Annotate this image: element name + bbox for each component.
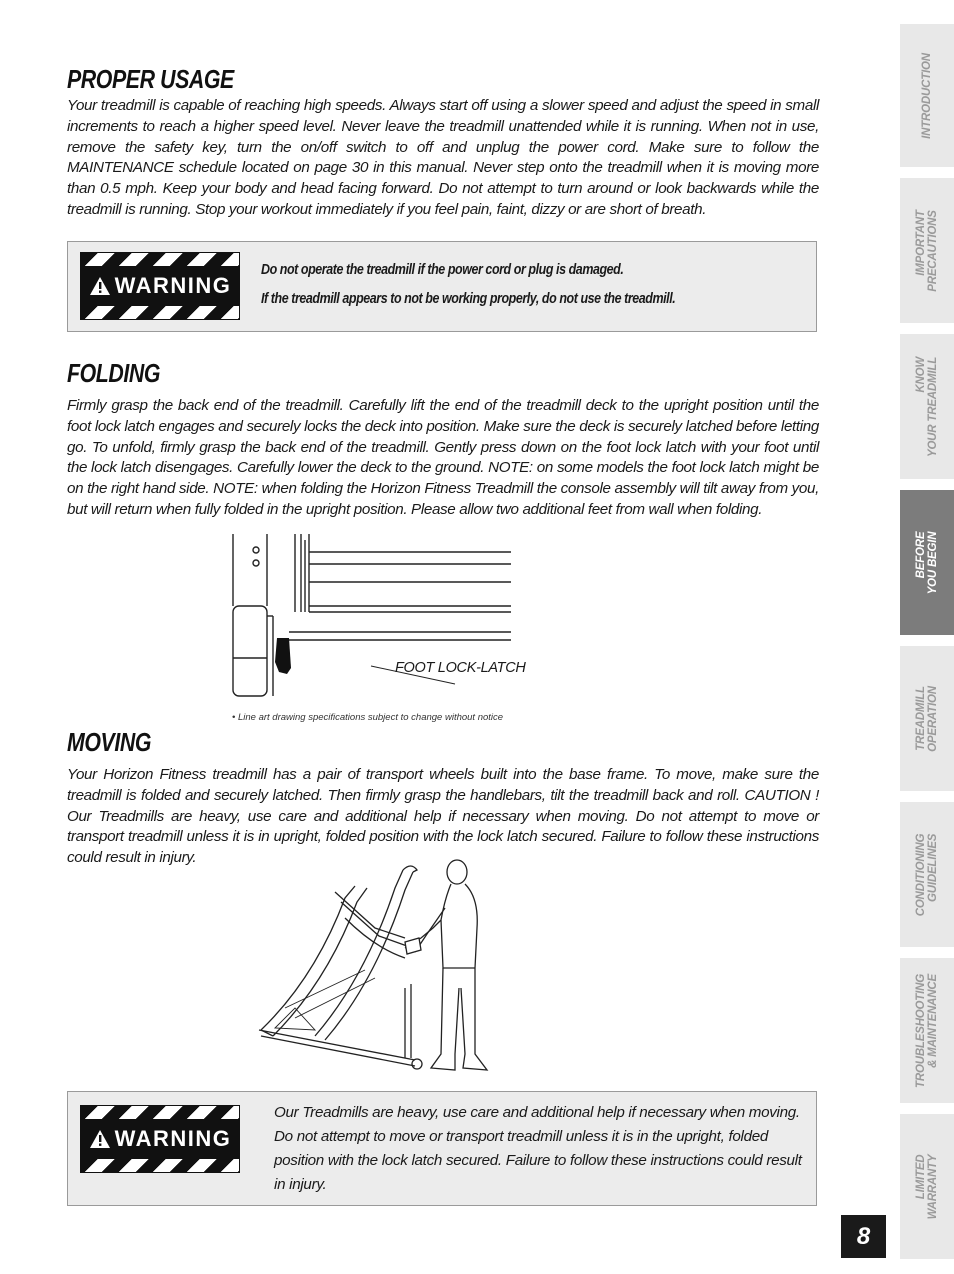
section-title-moving: MOVING	[67, 727, 152, 757]
warning-line-2: If the treadmill appears to not be working properly, do not use the treadmill.	[261, 291, 676, 307]
warning-sign	[80, 1105, 240, 1173]
warning-label: WARNING	[114, 1126, 232, 1151]
tab-label: CONDITIONING GUIDELINES	[915, 833, 939, 916]
warning-sign	[80, 252, 240, 320]
warning-line-1: Do not operate the treadmill if the power cord or plug is damaged.	[261, 262, 624, 278]
tab-troubleshooting-maintenance[interactable]	[900, 958, 954, 1103]
tab-label: TROUBLESHOOTING & MAINTENANCE	[915, 973, 939, 1088]
tab-label: KNOW YOUR TREADMILL	[915, 356, 939, 457]
tab-treadmill-operation[interactable]	[900, 646, 954, 791]
warning-triangle-icon	[89, 1129, 111, 1149]
tab-label: INTRODUCTION	[921, 52, 933, 139]
figure-caption: • Line art drawing specifications subject to change without notice	[232, 712, 504, 723]
tab-limited-warranty[interactable]	[900, 1114, 954, 1259]
tab-label: BEFORE YOU BEGIN	[915, 531, 939, 594]
section-title-folding: FOLDING	[67, 358, 161, 388]
page-number: 8	[841, 1215, 886, 1258]
foot-lock-latch-label: FOOT LOCK-LATCH	[395, 660, 526, 676]
section-title-proper-usage: PROPER USAGE	[67, 64, 234, 94]
tab-know-your-treadmill[interactable]	[900, 334, 954, 479]
tab-label: IMPORTANT PRECAUTIONS	[915, 209, 939, 292]
tab-label: TREADMILL OPERATION	[915, 685, 939, 752]
tab-label: LIMITED WARRANTY	[915, 1154, 939, 1219]
warning-triangle-icon	[89, 276, 111, 296]
tab-conditioning-guidelines[interactable]	[900, 802, 954, 947]
moving-body: Your Horizon Fitness treadmill has a pair of transport wheels built into the base frame. To move, make sure the treadmill is folded and securely latched. Then firmly grasp the handlebars, tilt the treadmill back and roll. CAUTION ! Our Treadmills are heavy, use care and additional help if necessary when moving. Do not attempt to move or transport treadmill unless it is in upright, folded position with the lock latch secured. Failure to follow these instructions could result in injury.	[67, 766, 819, 867]
tab-introduction[interactable]	[900, 24, 954, 167]
tab-important-precautions[interactable]	[900, 178, 954, 323]
warning-moving-text: Our Treadmills are heavy, use care and additional help if necessary when moving. Do not attempt to move or transport treadmill unless it is in the upright, folded position with the lock latch secured. Failure to follow these instructions could result in injury.	[274, 1104, 802, 1193]
warning-box-power-cord	[67, 241, 817, 332]
warning-label: WARNING	[114, 273, 232, 298]
proper-usage-body: Your treadmill is capable of reaching high speeds. Always start off using a slower speed and adjust the speed in small increments to reach a higher speed level. Never leave the treadmill unattended while it is running. When not in use, remove the safety key, turn the on/off switch to off and unplug the power cord. Make sure to follow the MAINTENANCE schedule located on page 30 in this manual. Never step onto the treadmill when it is moving more than 0.5 mph. Keep your body and head facing forward. Do not attempt to turn around or look backwards while the treadmill is running. Stop your workout immediately if you feel pain, faint, dizzy or are short of breath.	[67, 97, 819, 218]
folding-body: Firmly grasp the back end of the treadmill. Carefully lift the end of the treadmill deck to the upright position until the foot lock latch engages and securely locks the deck into position. Make sure the deck is securely latched before letting go. To unfold, firmly grasp the back end of the treadmill. Gently press down on the foot lock latch with your foot until the lock latch disengages. Carefully lower the deck to the ground. NOTE: on some models the foot lock latch might be on the right hand side. NOTE: when folding the Horizon Fitness Treadmill the console assembly will tilt away from you, but will return when fully folded in the upright position. Please allow two additional feet from wall when folding.	[67, 397, 819, 518]
warning-box-moving	[67, 1091, 817, 1206]
moving-treadmill-illustration	[255, 858, 495, 1080]
tab-before-you-begin[interactable]	[900, 490, 954, 635]
